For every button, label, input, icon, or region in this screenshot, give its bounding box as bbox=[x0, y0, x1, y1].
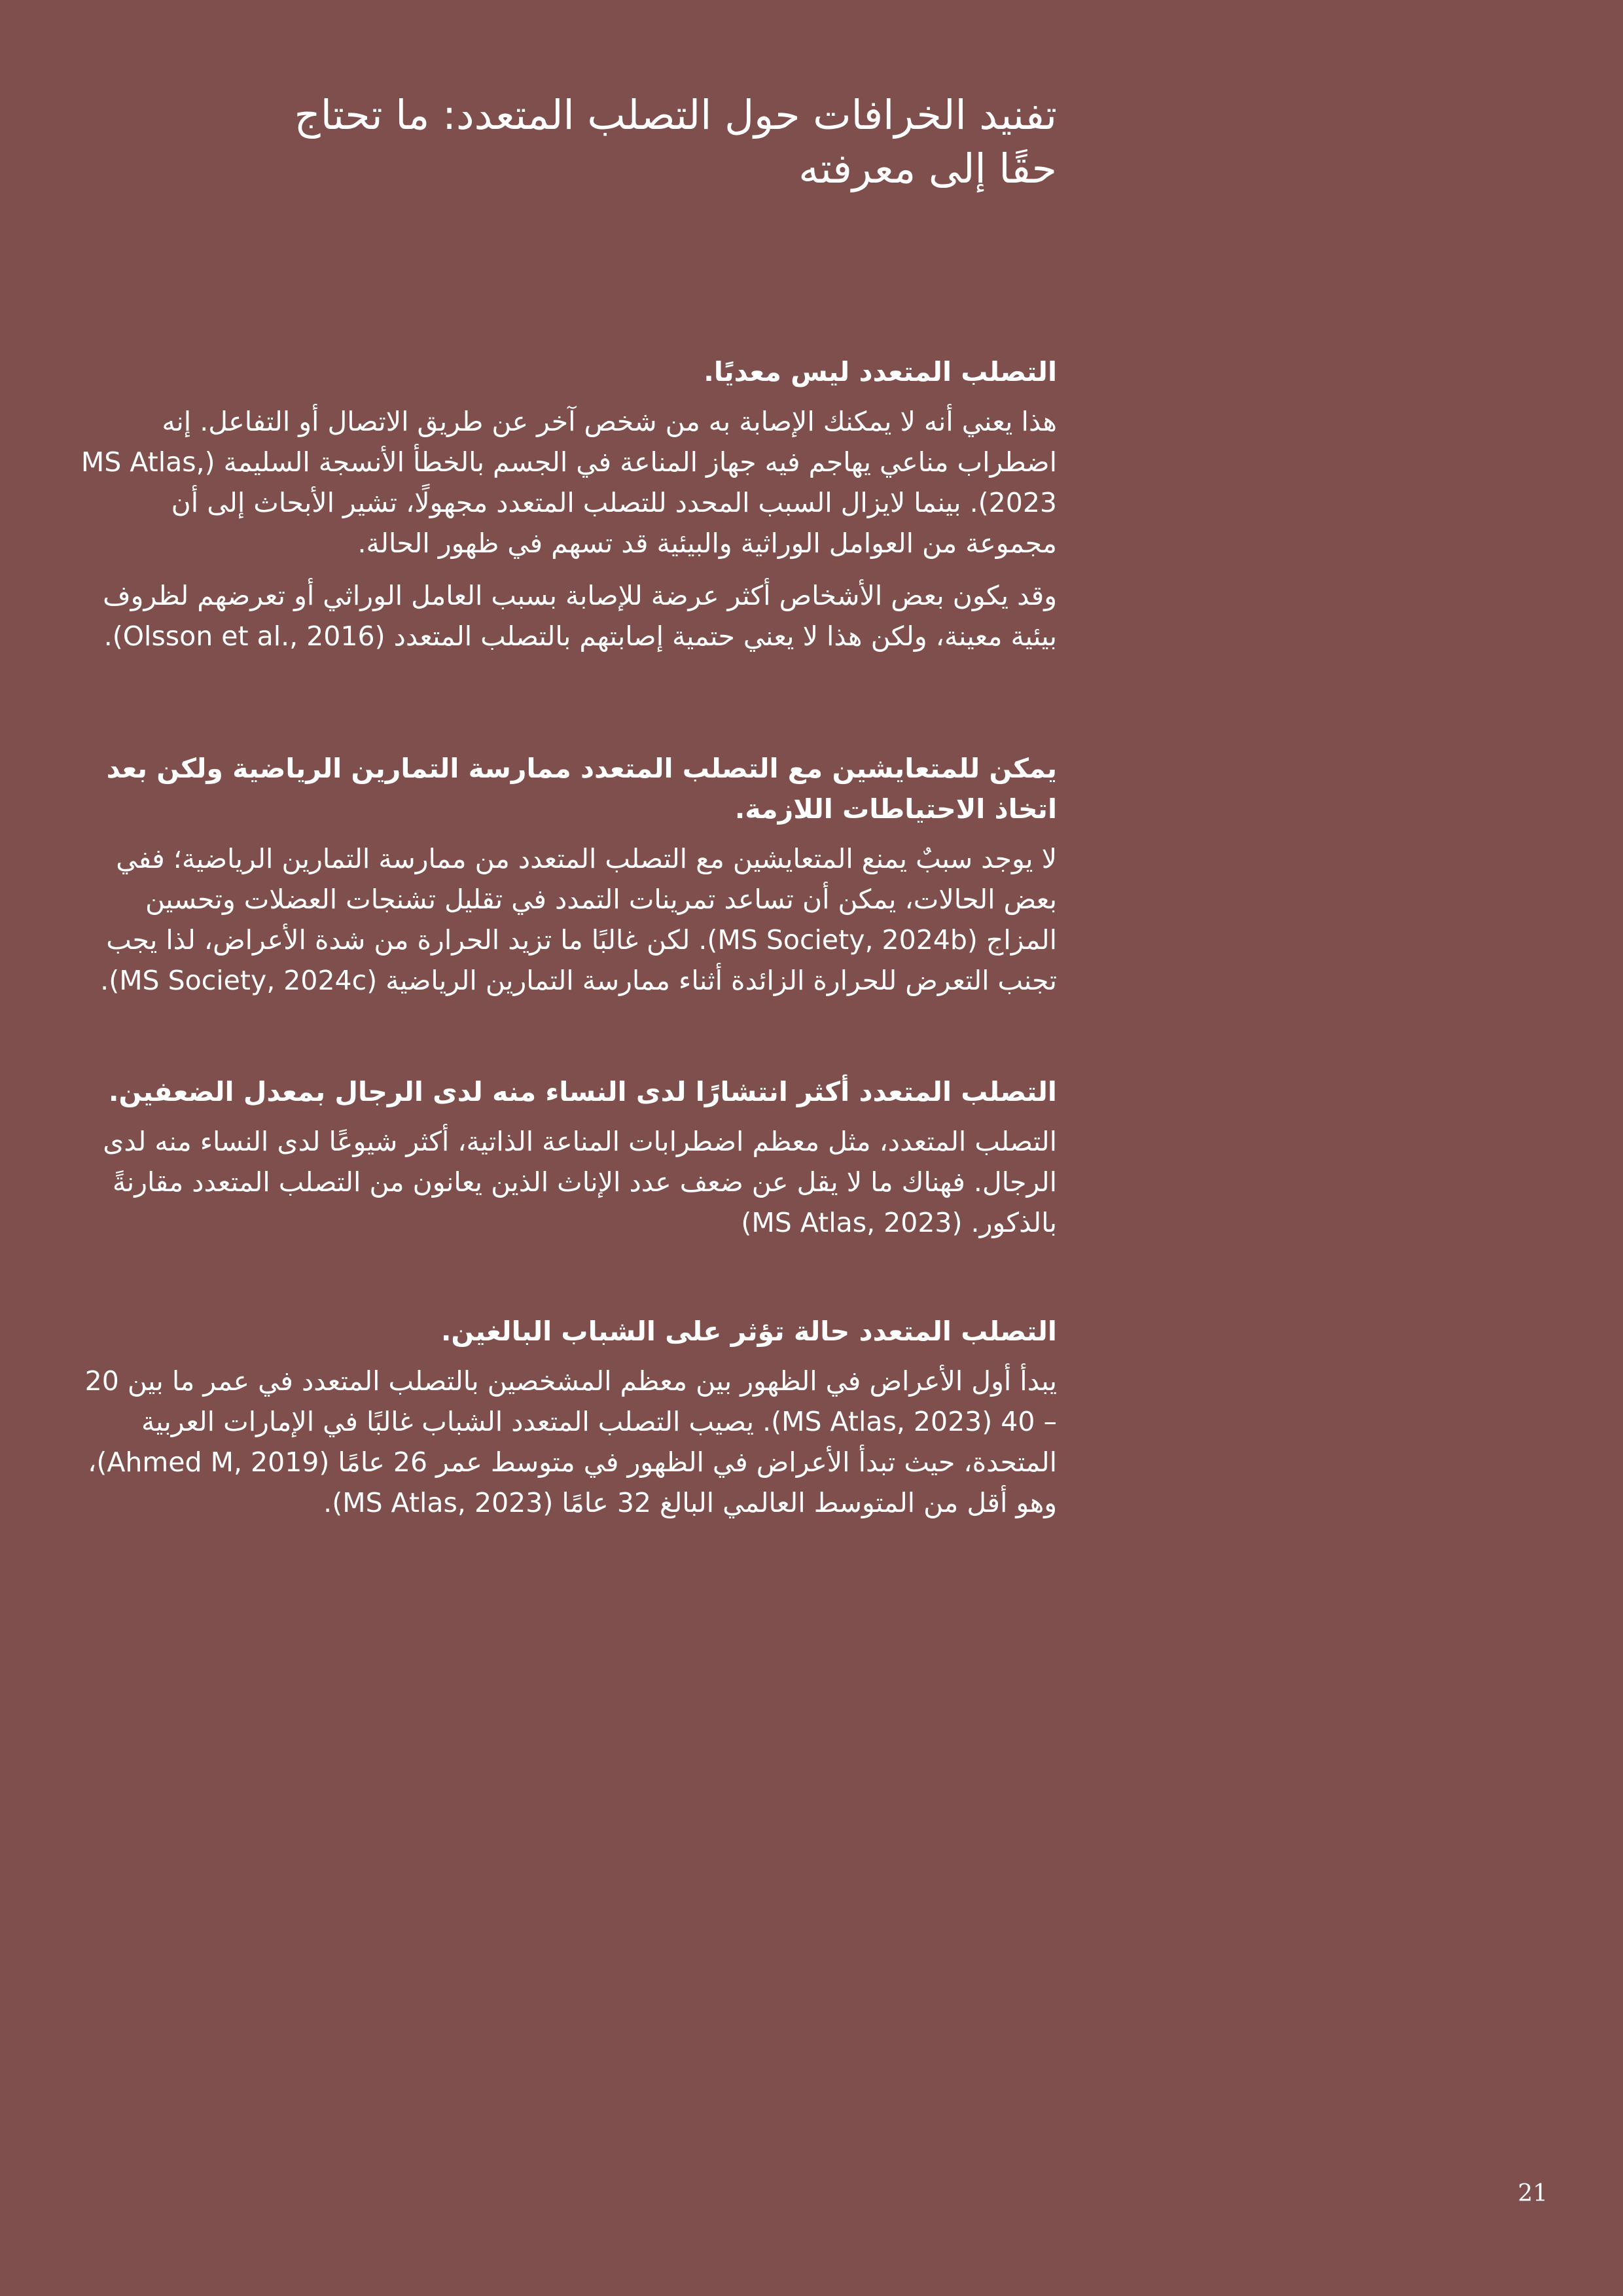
section-paragraph: وقد يكون بعض الأشخاص أكثر عرضة للإصابة بسبب العامل الوراثي أو تعرضهم لظروف بيئية معينة، ولكن هذا لا يعني حتمية إصابتهم بالتصلب المتعدد (Olsson et al., 2016). bbox=[103, 580, 1057, 652]
page-content bbox=[75, 88, 1057, 1535]
page-title bbox=[75, 88, 1057, 196]
section-paragraph: يبدأ أول الأعراض في الظهور بين معظم المشخصين بالتصلب المتعدد في عمر ما بين 20 – 40 (MS Atlas, 2023). يصيب التصلب المتعدد الشباب غالبًا في الإمارات العربية المتحدة، حيث تبدأ الأعراض في الظهور في متوسط عمر 26 عامًا (Ahmed M, 2019)، وهو أقل من المتوسط العالمي البالغ 32 عامًا (MS Atlas, 2023). bbox=[84, 1365, 1057, 1518]
section-paragraph: هذا يعني أنه لا يمكنك الإصابة به من شخص آخر عن طريق الاتصال أو التفاعل. إنه اضطراب مناعي يهاجم فيه جهاز المناعة في الجسم بالخطأ الأنسجة السليمة (MS Atlas, 2023). بينما لايزال السبب المحدد للتصلب المتعدد مجهولًا، تشير الأبحاث إلى أن مجموعة من العوامل الوراثية والبيئية قد تسهم في ظهور الحالة. bbox=[80, 406, 1057, 559]
page-title-line-2: حقًا إلى معرفته bbox=[798, 145, 1057, 192]
section-heading: التصلب المتعدد أكثر انتشارًا لدى النساء منه لدى الرجال بمعدل الضعفين. bbox=[108, 1076, 1057, 1107]
section-paragraph: التصلب المتعدد، مثل معظم اضطرابات المناعة الذاتية، أكثر شيوعًا لدى النساء منه لدى الرجال. فهناك ما لا يقل عن ضعف عدد الإناث الذين يعانون من التصلب المتعدد مقارنةً بالذكور. (MS Atlas, 2023) bbox=[103, 1126, 1057, 1238]
section-heading: التصلب المتعدد ليس معديًا. bbox=[704, 356, 1057, 387]
section-heading: يمكن للمتعايشين مع التصلب المتعدد ممارسة التمارين الرياضية ولكن بعد اتخاذ الاحتياطات اللازمة. bbox=[106, 753, 1057, 825]
page-title-line-1: تفنيد الخرافات حول التصلب المتعدد: ما تحتاج bbox=[294, 91, 1057, 139]
section-exercise bbox=[75, 748, 1057, 1001]
section-young-adults bbox=[75, 1311, 1057, 1523]
section-not-contagious bbox=[75, 351, 1057, 656]
section-women-prevalence bbox=[75, 1071, 1057, 1243]
page-number: 21 bbox=[1518, 2180, 1548, 2207]
section-heading: التصلب المتعدد حالة تؤثر على الشباب البالغين. bbox=[440, 1316, 1057, 1347]
section-paragraph: لا يوجد سببٌ يمنع المتعايشين مع التصلب المتعدد من ممارسة التمارين الرياضية؛ ففي بعض الحالات، يمكن أن تساعد تمرينات التمدد في تقليل تشنجات العضلات وتحسين المزاج (MS Society, 2024b). لكن غالبًا ما تزيد الحرارة من شدة الأعراض، لذا يجب تجنب التعرض للحرارة الزائدة أثناء ممارسة التمارين الرياضية (MS Society, 2024c). bbox=[100, 843, 1057, 996]
